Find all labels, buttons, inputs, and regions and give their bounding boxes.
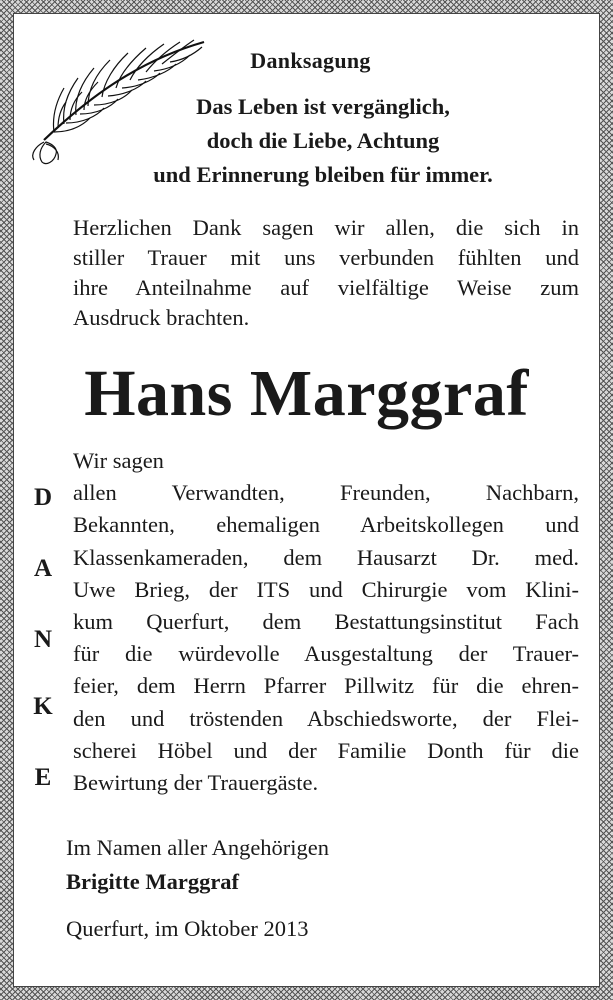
thanks-line: Bekannten, ehemaligen Arbeitskollegen und — [73, 512, 579, 538]
thanks-line: Klassenkameraden, dem Hausarzt Dr. med. — [73, 544, 579, 570]
danke-letter: K — [33, 693, 53, 720]
notice-heading: Danksagung — [250, 48, 371, 73]
thanks-line: Uwe Brieg, der ITS und Chirurgie vom Klini- — [73, 576, 579, 602]
danke-letter: E — [34, 764, 52, 791]
danke-letter: D — [33, 484, 53, 511]
danke-letter: A — [33, 555, 53, 582]
intro-paragraph — [73, 213, 579, 333]
thanks-line: feier, dem Herrn Pfarrer Pillwitz für die ehren- — [73, 673, 579, 699]
memorial-quote — [88, 90, 558, 192]
signatory-name: Brigitte Marggraf — [66, 869, 240, 894]
quote-line: und Erinnerung bleiben für immer. — [153, 162, 493, 187]
intro-line: stiller Trauer mit uns verbunden fühlten und — [73, 245, 579, 270]
danke-letter: N — [33, 626, 53, 653]
place-and-date: Querfurt, im Oktober 2013 — [66, 916, 309, 941]
thanks-line: den und tröstenden Abschiedsworte, der Flei- — [73, 705, 579, 731]
thanks-paragraph — [73, 445, 579, 799]
quote-line: Das Leben ist vergänglich, — [196, 94, 450, 119]
deceased-name: Hans Marggraf — [84, 357, 529, 430]
intro-line: ihre Anteilnahme auf vielfältige Weise zum — [73, 275, 579, 300]
thanks-line: scherei Höbel und der Familie Donth für die — [73, 737, 579, 763]
thanks-line: allen Verwandten, Freunden, Nachbarn, — [73, 480, 579, 506]
thanks-line: Bewirtung der Trauergäste. — [73, 769, 319, 795]
quote-line: doch die Liebe, Achtung — [206, 128, 440, 153]
thanks-line: für die würdevolle Ausgestaltung der Trauer- — [73, 641, 579, 667]
intro-line: Ausdruck brachten. — [73, 305, 250, 330]
thanks-line: Wir sagen — [73, 448, 164, 473]
intro-line: Herzlichen Dank sagen wir allen, die sich in — [73, 215, 579, 240]
thanks-line: kum Querfurt, dem Bestattungsinstitut Fach — [73, 608, 579, 634]
closing-line: Im Namen aller Angehörigen — [66, 835, 330, 860]
